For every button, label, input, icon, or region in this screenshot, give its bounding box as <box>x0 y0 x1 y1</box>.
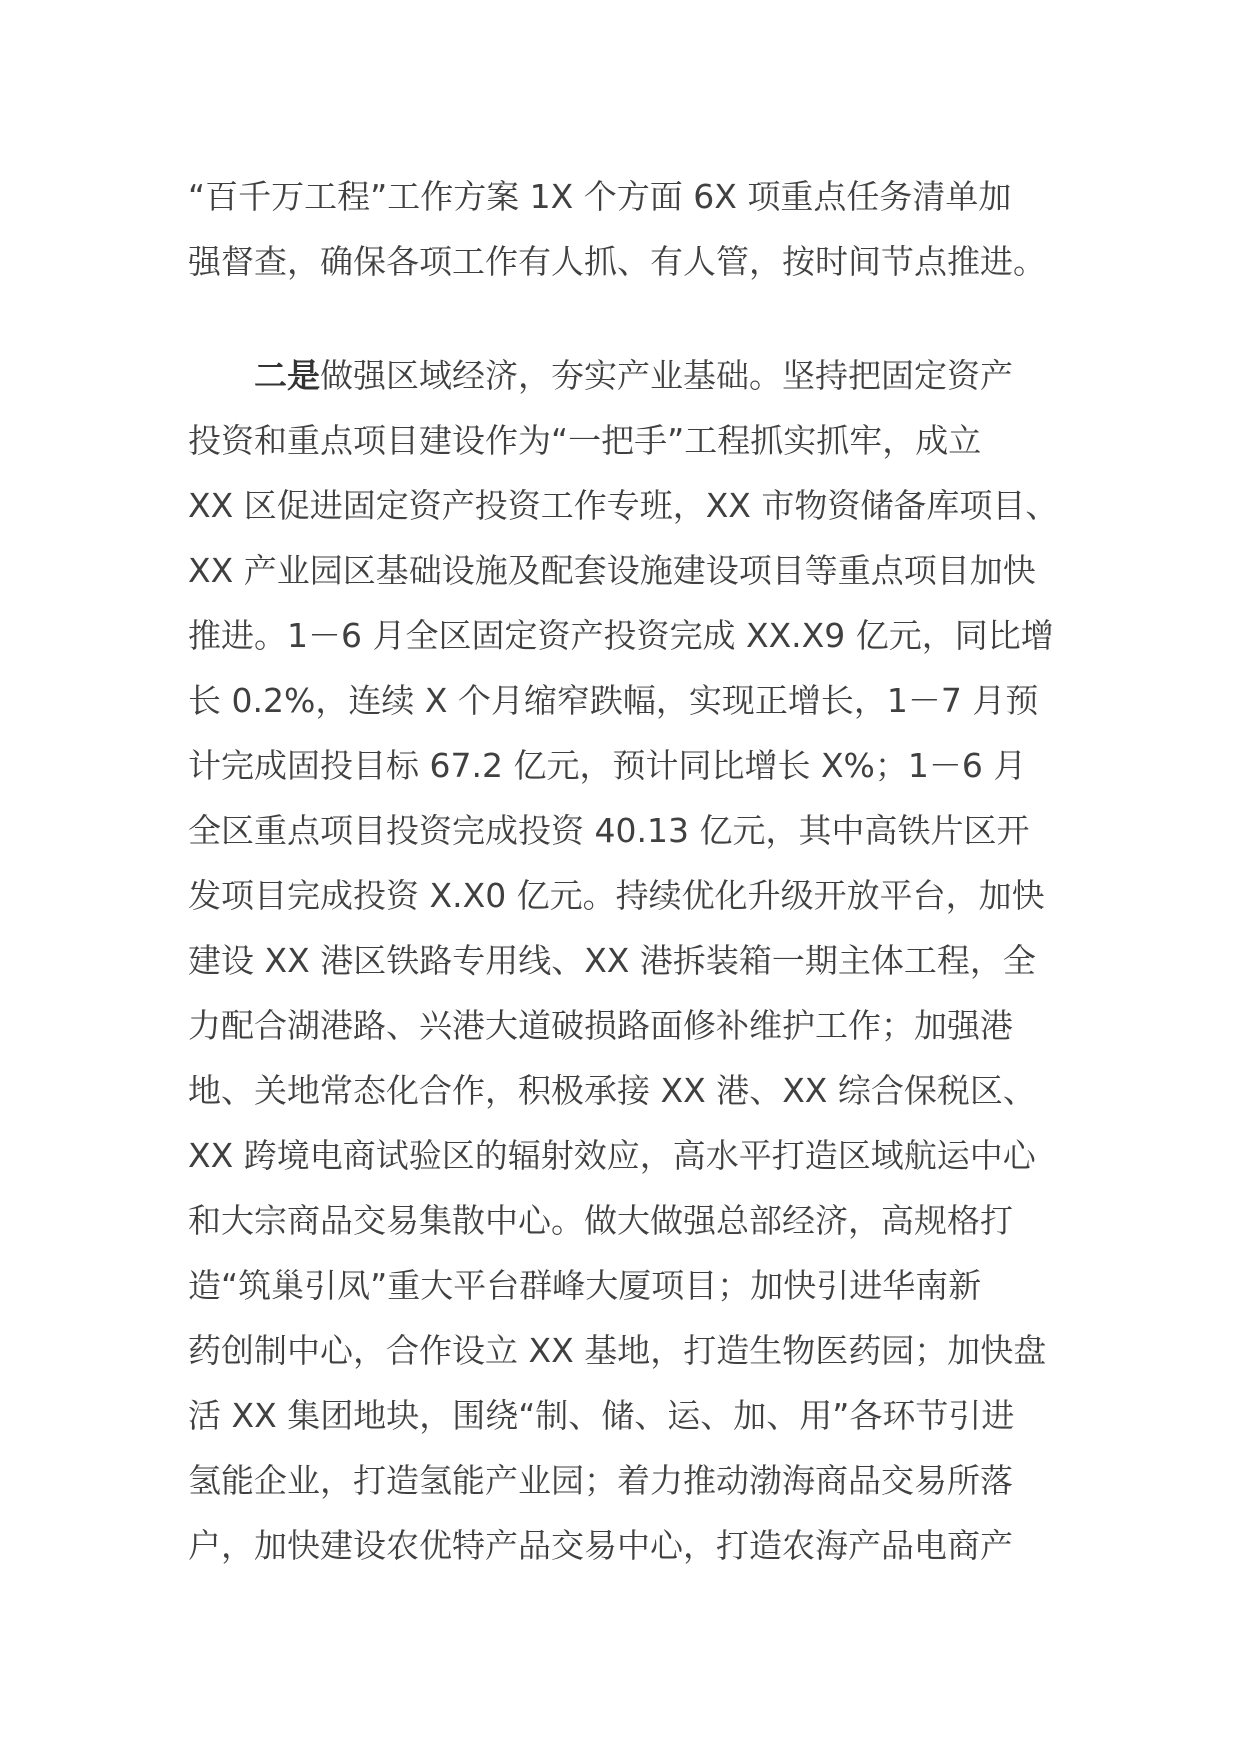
paragraph-2-line: 造“筑巢引凤”重大平台群峰大厦项目；加快引进华南新 <box>188 1266 982 1305</box>
paragraph-2-line: 投资和重点项目建设作为“一把手”工程抓实抓牢，成立 <box>188 421 982 460</box>
paragraph-2-line: 户，加快建设农优特产品交易中心，打造农海产品电商产 <box>188 1526 1013 1565</box>
paragraph-2-line: 发项目完成投资 X.X0 亿元。持续优化升级开放平台，加快 <box>188 876 1045 915</box>
paragraph-2 <box>188 343 1060 1578</box>
paragraph-2-first-line <box>188 343 1060 408</box>
paragraph-1-line: “百千万工程”工作方案 1X 个方面 6X 项重点任务清单加 <box>188 177 1012 216</box>
paragraph-2-first-line-text: 做强区域经济，夯实产业基础。坚持把固定资产 <box>320 356 1013 395</box>
paragraph-2-line: 活 XX 集团地块，围绕“制、储、运、加、用”各环节引进 <box>188 1396 1015 1435</box>
paragraph-2-line: XX 跨境电商试验区的辐射效应，高水平打造区域航运中心 <box>188 1136 1036 1175</box>
paragraph-2-line: 长 0.2%，连续 X 个月缩窄跌幅，实现正增长，1－7 月预 <box>188 681 1039 720</box>
paragraph-2-line: 力配合湖港路、兴港大道破损路面修补维护工作；加强港 <box>188 1006 1013 1045</box>
paragraph-2-line: 建设 XX 港区铁路专用线、XX 港拆装箱一期主体工程，全 <box>188 941 1036 980</box>
paragraph-2-line: 全区重点项目投资完成投资 40.13 亿元，其中高铁片区开 <box>188 811 1030 850</box>
paragraph-2-line: XX 区促进固定资产投资工作专班，XX 市物资储备库项目、 <box>188 486 1059 525</box>
paragraph-1-line: 强督查，确保各项工作有人抓、有人管，按时间节点推进。 <box>188 242 1046 281</box>
paragraph-2-line: 推进。1－6 月全区固定资产投资完成 XX.X9 亿元，同比增 <box>188 616 1054 655</box>
paragraph-2-lead: 二是 <box>254 356 320 395</box>
paragraph-2-line: XX 产业园区基础设施及配套设施建设项目等重点项目加快 <box>188 551 1036 590</box>
paragraph-2-line: 计完成固投目标 67.2 亿元，预计同比增长 X%；1－6 月 <box>188 746 1027 785</box>
paragraph-2-line: 地、关地常态化合作，积极承接 XX 港、XX 综合保税区、 <box>188 1071 1036 1110</box>
paragraph-2-line: 药创制中心，合作设立 XX 基地，打造生物医药园；加快盘 <box>188 1331 1047 1370</box>
paragraph-2-line: 和大宗商品交易集散中心。做大做强总部经济，高规格打 <box>188 1201 1013 1240</box>
paragraph-2-line: 氢能企业，打造氢能产业园；着力推动渤海商品交易所落 <box>188 1461 1013 1500</box>
paragraph-1 <box>188 164 1060 294</box>
